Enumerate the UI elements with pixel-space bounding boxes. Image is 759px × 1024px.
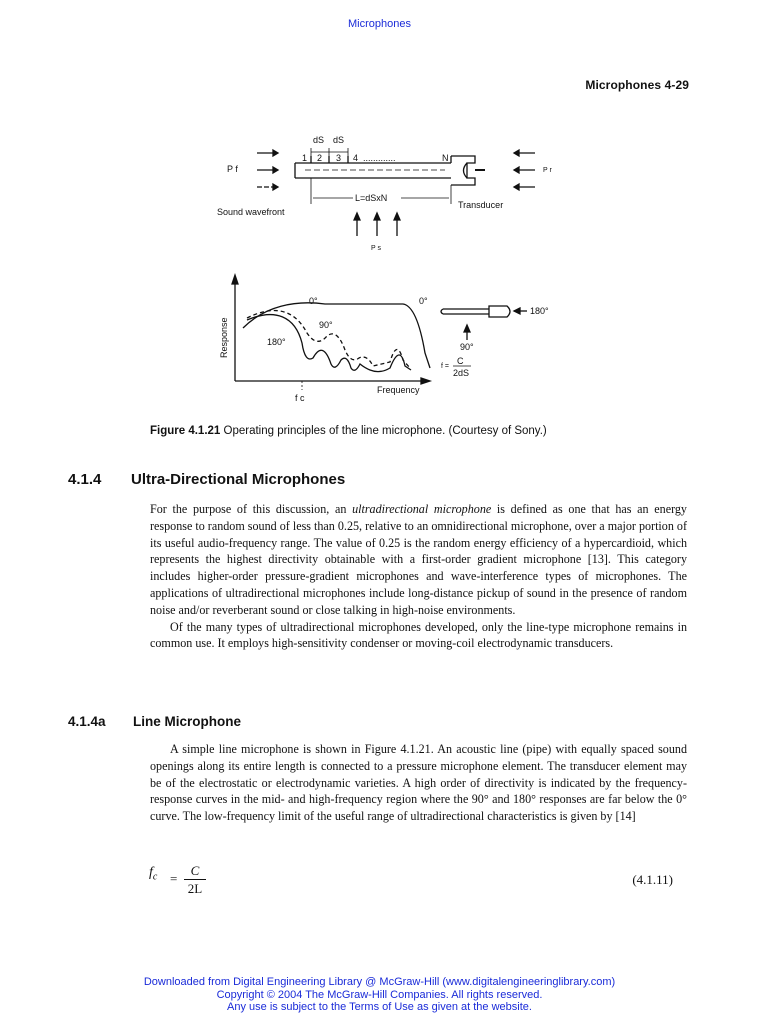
footer bbox=[0, 976, 759, 1014]
footer-download-link[interactable]: Downloaded from Digital Engineering Library @ McGraw-Hill (www.digitalengineeringlibrary.com) bbox=[143, 976, 616, 988]
side-pressure-arrow-icon bbox=[354, 213, 400, 236]
polar-mic-diagram bbox=[441, 306, 527, 340]
opening-dots: ............. bbox=[363, 153, 396, 163]
mic-0deg-label: 0° bbox=[419, 296, 428, 306]
emphasis: ultradirectional microphone bbox=[352, 502, 492, 516]
equation-fraction bbox=[184, 862, 206, 897]
figure-label: Figure 4.1.21 bbox=[150, 425, 221, 437]
caption-text: Operating principles of the line microphone. (Courtesy of Sony.) bbox=[220, 425, 547, 437]
equation-sub: c bbox=[152, 871, 158, 883]
pf-label: P f bbox=[227, 164, 238, 174]
section1-body bbox=[150, 501, 687, 652]
transducer bbox=[451, 156, 485, 185]
ds-label-2: dS bbox=[333, 135, 345, 145]
paragraph: A simple line microphone is shown in Figure 4.1.21. An acoustic line (pipe) with equally spaced sound openings along its entire length is connected to a pressure microphone element. The transducer element may be of the electrostatic or electrodynamic varieties. A high order of directivity is indicated by the frequency-response curves in the mid- and high-frequency region where the 90° and 180° responses are far below the 0° curve. The low-frequency limit of the useful range of ultradirectional characteristics is given by [14] bbox=[150, 742, 687, 824]
rear-arrow-icon bbox=[514, 150, 535, 190]
wavefront-label: Sound wavefront bbox=[217, 207, 285, 217]
f-eq-den: 2dS bbox=[453, 368, 470, 378]
equation-numerator: C bbox=[184, 862, 206, 880]
curve-0deg-label: 0° bbox=[309, 296, 318, 306]
section2-body bbox=[150, 741, 687, 825]
paragraph: Of the many types of ultradirectional microphones developed, only the line-type microphone remains in common use. It employs high-sensitivity condenser or moving-coil electrodynamic transducers. bbox=[150, 619, 687, 651]
opening-4: 4 bbox=[353, 153, 359, 163]
equation-equals: = bbox=[170, 871, 178, 886]
equation-denominator: 2L bbox=[187, 881, 203, 896]
paragraph: For the purpose of this discussion, an ultradirectional microphone is defined as one that has an energy response to random sound of less than 0.25, relative to an omnidirectional microphone, over a major portion of its useful audio-frequency range. The value of 0.25 is the random energy efficiency of a hypercardioid, which represents the highest directivity obtainable with a first-order gradient microphone [13]. This category includes higher-order pressure-gradient microphones and wave-interference types of microphones. The applications of ultradirectional microphones include long-distance pickup of sound in the presence of random noise and/or reverberant sound or close talking in high-noise environments. bbox=[150, 502, 687, 617]
pr-label: P r bbox=[543, 167, 552, 174]
section-number: 4.1.4 bbox=[68, 471, 102, 488]
response-axis-label: Response bbox=[219, 317, 229, 358]
mic-180deg-label: 180° bbox=[530, 306, 549, 316]
equation bbox=[149, 864, 157, 883]
equation-number: (4.1.11) bbox=[632, 872, 673, 887]
figure-caption bbox=[150, 425, 547, 437]
opening-2: 2 bbox=[317, 153, 323, 163]
ps-label: P s bbox=[371, 245, 381, 252]
transducer-label: Transducer bbox=[458, 200, 504, 210]
equation-lhs: f bbox=[149, 865, 153, 880]
ds-label-1: dS bbox=[313, 135, 325, 145]
f-eq-num: C bbox=[457, 356, 464, 366]
incident-arrow-icon bbox=[257, 150, 278, 190]
frequency-axis-label: Frequency bbox=[377, 385, 420, 395]
running-head: Microphones 4-29 bbox=[585, 78, 689, 92]
subsection-number: 4.1.4a bbox=[68, 714, 106, 729]
footer-copyright[interactable]: Copyright © 2004 The McGraw-Hill Companies. All rights reserved. bbox=[216, 988, 543, 1001]
curve-90deg-label: 90° bbox=[319, 320, 333, 330]
response-axes bbox=[232, 275, 430, 390]
footer-terms-link[interactable]: Any use is subject to the Terms of Use as given at the website. bbox=[227, 1001, 532, 1013]
mic-90deg-label: 90° bbox=[460, 342, 474, 352]
opening-n: N bbox=[442, 153, 449, 163]
top-link[interactable]: Microphones bbox=[348, 18, 411, 30]
section-title: Ultra-Directional Microphones bbox=[131, 471, 346, 488]
opening-3: 3 bbox=[336, 153, 342, 163]
subsection-title: Line Microphone bbox=[133, 714, 241, 729]
f-eq-label: f = bbox=[441, 363, 449, 370]
opening-1: 1 bbox=[302, 153, 308, 163]
length-label: L=dSxN bbox=[355, 193, 388, 203]
fc-label: f c bbox=[295, 393, 305, 403]
curve-180deg-label: 180° bbox=[267, 337, 286, 347]
line-microphone-figure bbox=[205, 128, 575, 408]
